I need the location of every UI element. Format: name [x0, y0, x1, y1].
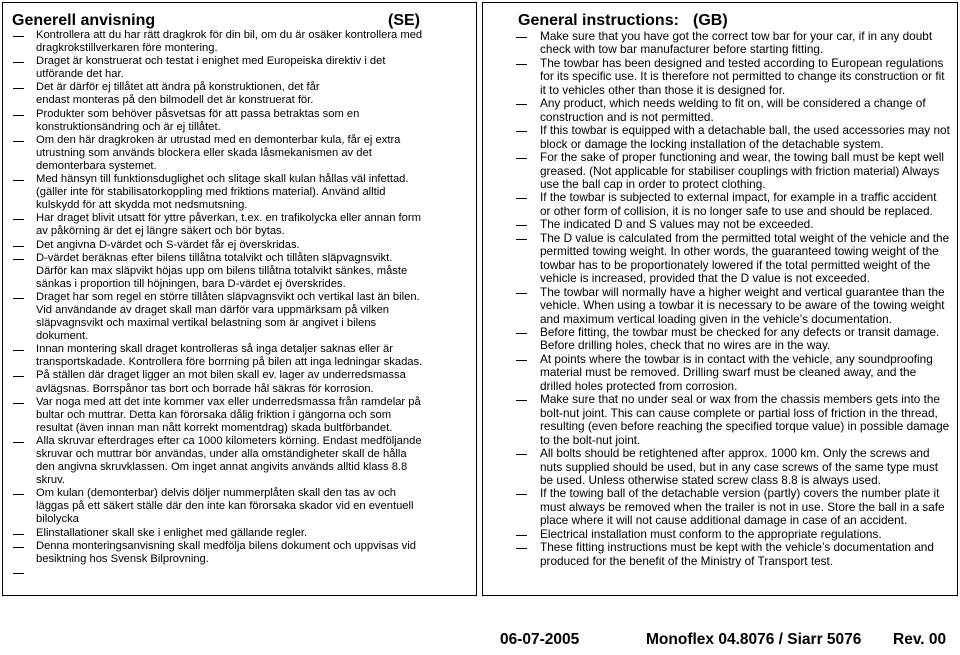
- instruction-text: If the towbar is subjected to external impact, for example in a traffic accident or other form of collision, it is no longer safe to use and should be replaced.: [540, 190, 937, 218]
- instruction-text: Om den här dragkroken är utrustad med en demonterbar kula, får ej extra utrustning som används blockera eller skada låsmekanismen av det demonterbara systemet.: [36, 133, 401, 172]
- dash-bullet-icon: [13, 62, 24, 63]
- dash-bullet-icon: [516, 37, 527, 38]
- instruction-item: [483, 97, 953, 124]
- instruction-text: The towbar will normally have a higher weight and vertical guarantee than the vehicle. When using a towbar it is necessary to be aware of the towing weight and maximum vertical loading given in the vehicle’s documentation.: [540, 284, 945, 326]
- instruction-text: The indicated D and S values may not be exceeded.: [540, 217, 814, 232]
- dash-bullet-icon: [13, 403, 24, 404]
- instruction-item: [483, 353, 953, 393]
- dash-bullet-icon: [13, 180, 24, 181]
- instruction-item: [483, 286, 953, 326]
- english-instructions-panel: [482, 2, 958, 596]
- dash-bullet-icon: [516, 131, 527, 132]
- instruction-text: Har draget blivit utsatt för yttre påverkan, t.ex. en trafikolycka eller annan form av påkörning är det ej längre säkert och bör bytas.: [36, 212, 421, 238]
- dash-bullet-icon: [516, 400, 527, 401]
- instruction-text: Draget har som regel en större tillåten släpvagnsvikt och vertikal last än bilen. Vid användande av draget skall man därför vara uppmärksam på vilken släpvagnsvikt och maximal vertikal belastning som är angivet i bilens dokument.: [36, 290, 420, 343]
- instruction-text: Innan montering skall draget kontrolleras så inga detaljer saknas eller är transportskadade. Kontrollera före borrning på bilen att inga ledningar skadas.: [36, 343, 423, 369]
- instruction-text: Med hänsyn till funktionsduglighet och slitage skall kulan hållas väl infettad. (gäller inte för stabilisatorkoppling med friktions material). Använd alltid kulskydd för att skydda mot nedsmutsning.: [36, 173, 409, 212]
- instruction-text: Det angivna D-värdet och S-värdet får ej överskridas.: [36, 238, 300, 251]
- instruction-text: Make sure that you have got the correct tow bar for your car, if in any doubt check with tow bar manufacturer before starting fitting.: [540, 29, 933, 57]
- instruction-item: [483, 487, 953, 527]
- dash-bullet-icon: [13, 547, 24, 548]
- instruction-item: [483, 232, 953, 286]
- instruction-text: These fitting instructions must be kept with the vehicle’s documentation and produced for the benefit of the Ministry of Transport test.: [540, 540, 934, 568]
- dash-bullet-icon: [13, 298, 24, 299]
- instruction-text: If this towbar is equipped with a detachable ball, the used accessories may not block or damage the locking installation of the detachable system.: [540, 123, 950, 151]
- instruction-text: If the towing ball of the detachable version (partly) covers the number plate it must always be removed when the trailer is not in use. Store the ball in a safe place where it will not cause additional damage in case of an accident.: [540, 486, 945, 528]
- instruction-text: Alla skruvar efterdrages efter ca 1000 kilometers körning. Endast medföljande skruvar och muttrar bör användas, under alla omständigheter skall de hålla den angivna skruvklassen. Om inget annat angivits används alltid klass 8.8 skruv.: [36, 434, 422, 487]
- instruction-item: [483, 124, 953, 151]
- dash-bullet-icon: [516, 454, 527, 455]
- dash-bullet-icon: [13, 573, 24, 574]
- instruction-text: Det är därför ej tillåtet att ändra på konstruktionen, det får endast monteras på den bilmodell det är konstruerat för.: [36, 81, 320, 107]
- dash-bullet-icon: [516, 64, 527, 65]
- instruction-item: [483, 326, 953, 353]
- instruction-text: Draget är konstruerat och testat i enighet med Europeiska direktiv i det utförande det har.: [36, 55, 386, 81]
- instruction-item: [483, 393, 953, 447]
- instruction-text: The towbar has been designed and tested according to European regulations for its specific use. It is therefore not permitted to change its construction or fit it to vehicles other than those it is designed for.: [540, 55, 945, 97]
- dash-bullet-icon: [13, 141, 24, 142]
- dash-bullet-icon: [13, 219, 24, 220]
- instruction-item: [483, 57, 953, 97]
- instruction-item: [483, 528, 953, 541]
- dash-bullet-icon: [516, 198, 527, 199]
- instruction-item: [3, 239, 473, 252]
- dash-bullet-icon: [13, 88, 24, 89]
- instruction-item: [3, 369, 473, 395]
- instruction-text: The D value is calculated from the permitted total weight of the vehicle and the permitted towing weight. In other words, the guaranteed towing weight of the towbar has to be proportionately lowered if the total permitted weight of the vehicle is increased, provided that the D value is not exceeded.: [540, 230, 950, 286]
- instruction-text: Electrical installation must conform to the appropriate regulations.: [540, 526, 882, 541]
- instruction-text: For the sake of proper functioning and wear, the towing ball must be kept well greased. (Not applicable for stabiliser couplings with friction material) Always use the ball cap in order to protect clothing.: [540, 150, 944, 191]
- instruction-item: [3, 487, 473, 526]
- instruction-item: [3, 81, 473, 107]
- swedish-title: Generell anvisning: [12, 12, 156, 29]
- document-date: 06-07-2005: [500, 631, 580, 648]
- dash-bullet-icon: [13, 376, 24, 377]
- instruction-text: Elinstallationer skall ske i enlighet med gällande regler.: [36, 526, 308, 539]
- instruction-text: På ställen där draget ligger an mot bilen skall ev. lager av underredsmassa avlägsnas. Borrspånor tas bort och borrade hål säkras för korrosion.: [36, 369, 406, 395]
- instruction-item: [3, 435, 473, 487]
- dash-bullet-icon: [516, 548, 527, 549]
- instruction-text: Om kulan (demonterbar) delvis döljer nummerplåten skall den tas av och läggas på ett säkert ställe där den inte kan förorsaka skador vid en eventuell bilolycka: [36, 487, 414, 526]
- dash-bullet-icon: [13, 442, 24, 443]
- dash-bullet-icon: [516, 158, 527, 159]
- instruction-text: Make sure that no under seal or wax from the chassis members gets into the bolt-nut joint. This can cause complete or partial loss of friction in the thread, resulting (even before reaching the specified torque value) in possible damage to the bolt-nut joint.: [540, 392, 950, 447]
- english-title: General instructions:: [518, 12, 679, 29]
- dash-bullet-icon: [516, 494, 527, 495]
- dash-bullet-icon: [516, 239, 527, 240]
- dash-bullet-icon: [13, 259, 24, 260]
- revision-number: Rev. 00: [893, 631, 947, 648]
- english-instruction-list: [483, 30, 953, 568]
- instruction-item: [3, 566, 473, 579]
- instruction-item: [3, 291, 473, 343]
- instruction-item: [3, 252, 473, 291]
- instruction-item: [3, 343, 473, 369]
- instruction-text: Before fitting, the towbar must be checked for any defects or transit damage. Before drilling holes, check that no wires are in the way.: [540, 324, 940, 353]
- instruction-text: Var noga med att det inte kommer vax eller underredsmassa från ramdelar på bultar och muttrar. Detta kan förorsaka dålig friktion i gängorna och som resultat (även innan man nått korrekt momentdrag) skada bultförbandet.: [36, 395, 421, 434]
- instruction-item: [3, 134, 473, 173]
- instruction-item: [3, 55, 473, 81]
- instruction-item: [483, 30, 953, 57]
- dash-bullet-icon: [516, 333, 527, 334]
- english-language-code: (GB): [693, 12, 728, 29]
- instruction-text: Kontrollera att du har rätt dragkrok för din bil, om du är osäker kontrollera med dragkrokstillverkaren före montering.: [36, 29, 423, 55]
- product-model: Monoflex 04.8076 / Siarr 5076: [646, 631, 862, 648]
- instruction-item: [3, 396, 473, 435]
- dash-bullet-icon: [516, 225, 527, 226]
- swedish-instruction-list: [3, 29, 473, 579]
- instruction-text: All bolts should be retightened after approx. 1000 km. Only the screws and nuts supplied should be used, but in any case screws of the same type must be used. Unless otherwise stated screw class 8.8 is always used.: [540, 446, 939, 487]
- instruction-item: [483, 541, 953, 568]
- dash-bullet-icon: [13, 494, 24, 495]
- dash-bullet-icon: [13, 350, 24, 351]
- dash-bullet-icon: [516, 293, 527, 294]
- instruction-item: [3, 527, 473, 540]
- instruction-item: [483, 151, 953, 191]
- instruction-item: [483, 218, 953, 231]
- instruction-text: D-värdet beräknas efter bilens tillåtna totalvikt och tillåten släpvagnsvikt. Därför kan max släpvikt höjas upp om bilens tillåtna totalvikt sänkes, måste sänkas i proportion till höjningen, bara D-värdet ej överskrides.: [36, 251, 408, 290]
- instruction-item: [3, 29, 473, 55]
- dash-bullet-icon: [516, 360, 527, 361]
- swedish-language-code: (SE): [388, 12, 420, 29]
- instruction-item: [483, 447, 953, 487]
- instruction-item: [3, 212, 473, 238]
- instruction-text: [36, 566, 473, 579]
- dash-bullet-icon: [516, 104, 527, 105]
- instruction-item: [3, 108, 473, 134]
- dash-bullet-icon: [13, 115, 24, 116]
- instruction-item: [3, 173, 473, 212]
- dash-bullet-icon: [13, 534, 24, 535]
- dash-bullet-icon: [516, 535, 527, 536]
- instruction-text: Produkter som behöver påsvetsas för att passa betraktas som en konstruktionsändring och är ej tillåtet.: [36, 107, 360, 133]
- swedish-instructions-panel: [2, 2, 477, 596]
- instruction-text: Denna monteringsanvisning skall medfölja bilens dokument och uppvisas vid besiktning hos Svensk Bilprovning.: [36, 539, 416, 565]
- dash-bullet-icon: [13, 246, 24, 247]
- instruction-item: [483, 191, 953, 218]
- instruction-item: [3, 540, 473, 566]
- dash-bullet-icon: [13, 36, 24, 37]
- instruction-text: Any product, which needs welding to fit on, will be considered a change of construction and is not permitted.: [540, 96, 926, 124]
- instruction-text: At points where the towbar is in contact with the vehicle, any soundproofing material must be removed. Drilling swarf must be cleaned away, and the drilled holes protected from corrosion.: [540, 351, 933, 393]
